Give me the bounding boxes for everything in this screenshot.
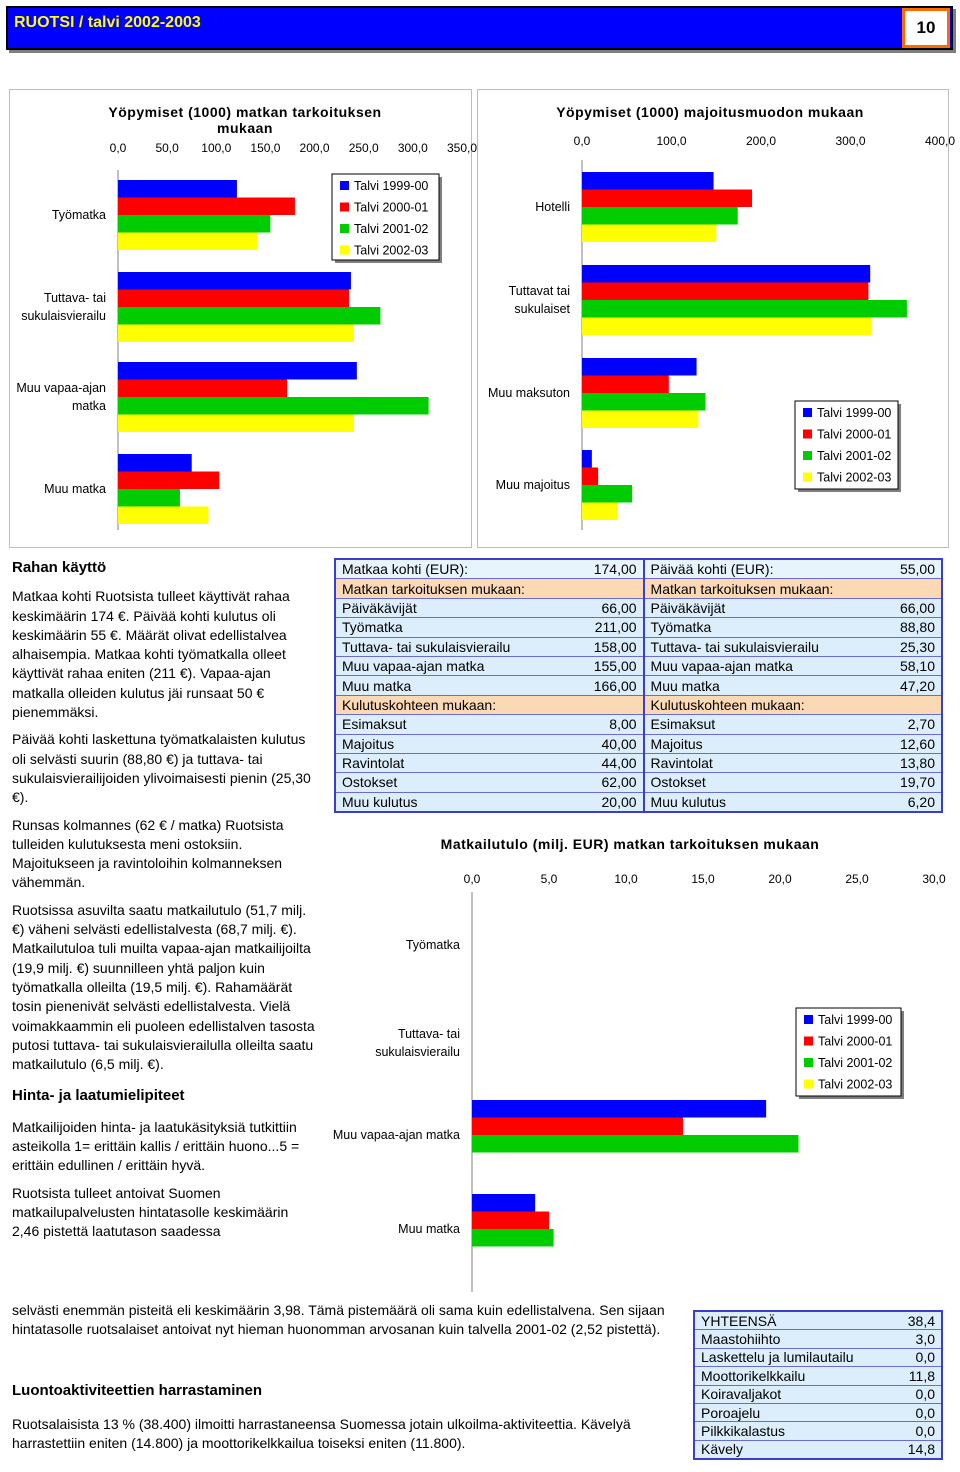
spending-cell: Muu kulutus [644, 792, 880, 812]
category-label: Hotelli [535, 200, 570, 214]
axis-tick-label: 30,0 [922, 872, 946, 886]
legend-swatch [803, 408, 812, 417]
legend-label: Talvi 2001-02 [817, 449, 892, 463]
axis-tick-label: 5,0 [540, 872, 558, 886]
spending-cell: 166,00 [571, 676, 644, 695]
category-label: Tuttavat tai [508, 284, 570, 298]
nature-row [694, 1311, 942, 1330]
nature-row [694, 1385, 942, 1403]
legend-swatch [340, 203, 349, 212]
spending-row [335, 618, 942, 637]
money-text-block [12, 558, 322, 1242]
chart1-title: Yöpymiset (1000) matkan tarkoituksen mukaan [108, 104, 382, 136]
category-label: sukulaisvierailu [21, 309, 106, 323]
spending-cell: Esimaksut [335, 715, 571, 734]
chart2-svg [477, 130, 956, 530]
axis-tick-label: 200,0 [299, 141, 330, 155]
spending-cell: Työmatka [644, 618, 880, 637]
category-label: Muu maksuton [488, 386, 570, 400]
purpose-rows [335, 598, 942, 695]
spending-cell: 44,00 [571, 753, 644, 772]
legend-swatch [803, 430, 812, 439]
nature-heading: Luontoaktiviteettien harrastaminen [12, 1382, 263, 1399]
spending-row [335, 773, 942, 792]
money-paragraph-3: Runsas kolmannes (62 € / matka) Ruotsista tulleiden kulutuksesta meni ostoksiin. Majoitukseen ja ravintoloihin kolmanneksen vähemmän. [12, 816, 284, 891]
bar [472, 1100, 766, 1118]
axis-tick-label: 0,0 [463, 872, 481, 886]
legend-label: Talvi 2001-02 [818, 1056, 893, 1070]
spending-row [335, 676, 942, 695]
spending-table-header [335, 559, 942, 579]
nature-row [694, 1440, 942, 1459]
spending-cell: Työmatka [335, 618, 571, 637]
bar [582, 485, 632, 503]
legend-label: Talvi 1999-00 [817, 406, 892, 420]
nature-value: 11,8 [893, 1367, 942, 1385]
category-label: Muu vapaa-ajan matka [332, 1128, 460, 1142]
price-paragraph-2b: selvästi enemmän pisteitä eli keskimäärin 3,98. Tämä pistemäärä oli sama kuin edellistalvena. Sen sijaan hintatasolle ruotsalaiset antoivat nyt hieman huonomman arvosanan kuin talvella 2001-02 (2,52 pistettä). [12, 1302, 665, 1338]
chart3-title: Matkailutulo (milj. EUR) matkan tarkoituksen mukaan [440, 836, 820, 852]
nature-row [694, 1367, 942, 1385]
spending-cell: Majoitus [644, 734, 880, 753]
bar [582, 450, 592, 468]
nature-row [694, 1422, 942, 1440]
spending-cell: 12,60 [879, 734, 942, 753]
bar [118, 472, 219, 490]
legend-label: Talvi 2002-03 [354, 243, 429, 258]
legend-swatch [804, 1080, 813, 1089]
spending-cell: 25,30 [879, 637, 942, 656]
axis-tick-label: 150,0 [250, 141, 281, 155]
bar [582, 300, 907, 318]
bar [118, 290, 349, 308]
bar [118, 233, 258, 251]
nature-value: 0,0 [893, 1385, 942, 1403]
nature-label: YHTEENSÄ [694, 1311, 893, 1330]
spending-cell: 19,70 [879, 773, 942, 792]
spending-row [335, 753, 942, 772]
spending-row [335, 715, 942, 734]
spending-cell: 47,20 [879, 676, 942, 695]
nature-value: 0,0 [893, 1422, 942, 1440]
bar [118, 307, 380, 325]
bar [582, 172, 714, 190]
bar [118, 415, 354, 433]
nature-value: 38,4 [893, 1311, 942, 1330]
axis-tick-label: 200,0 [745, 134, 777, 148]
axis-tick-label: 400,0 [924, 134, 956, 148]
money-paragraph-4: Ruotsissa asuvilta saatu matkailutulo (51,7 milj. €) väheni selvästi edellistalvesta (68,7 milj. €). Matkailutuloa tuli muilta vapaa-ajan matkailijoilta (19,9 milj. €) suunnilleen yhtä paljon kuin työmatkalla olleilta (19,5 milj. €). Rahamäärät tosin pienenivät selvästi edellistalvesta. Vielä voimakkaammin eli puoleen edellistalven tasosta putosi tuttava- tai sukulaisvierailulla olleilta saatu matkailutulo (6,5 milj. €). [12, 901, 315, 1073]
per-trip-label: Matkaa kohti (EUR): [335, 559, 571, 579]
axis-tick-label: 0,0 [109, 141, 127, 155]
category-label: Muu majoitus [495, 478, 570, 492]
target-subheader-left: Kulutuskohteen mukaan: [335, 695, 644, 714]
price-paragraph-2a: Ruotsista tulleet antoivat Suomen matkailupalvelusten hintatasolle keskimäärin 2,46 pistettä laatutason saadessa [12, 1184, 289, 1240]
axis-tick-label: 300,0 [397, 141, 428, 155]
money-heading: Rahan käyttö [12, 559, 107, 576]
spending-cell: 2,70 [879, 715, 942, 734]
spending-cell: 58,10 [879, 656, 942, 675]
spending-cell: 40,00 [571, 734, 644, 753]
axis-tick-label: 350,0 [446, 141, 478, 155]
spending-cell: Muu kulutus [335, 792, 571, 812]
bar [118, 489, 180, 507]
bar [582, 207, 738, 225]
nature-label: Laskettelu ja lumilautailu [694, 1348, 893, 1366]
bar [582, 318, 871, 336]
nature-table [693, 1310, 943, 1460]
chart3-svg [320, 862, 960, 1302]
spending-cell: Majoitus [335, 734, 571, 753]
page-title: RUOTSI / talvi 2002-2003 [14, 14, 201, 31]
axis-tick-label: 300,0 [835, 134, 866, 148]
bar [582, 225, 716, 243]
axis-tick-label: 25,0 [845, 872, 869, 886]
legend-label: Talvi 2000-01 [354, 200, 429, 215]
bar [118, 272, 351, 290]
spending-cell: Tuttava- tai sukulaisvierailu [644, 637, 880, 656]
purpose-subheader-left: Matkan tarkoituksen mukaan: [335, 579, 644, 598]
spending-cell: 158,00 [571, 637, 644, 656]
bar [582, 190, 752, 208]
spending-row [335, 792, 942, 812]
spending-row [335, 734, 942, 753]
spending-cell: 66,00 [879, 598, 942, 617]
legend-label: Talvi 2001-02 [354, 222, 429, 236]
legend-swatch [340, 224, 349, 233]
nature-value: 0,0 [893, 1348, 942, 1366]
spending-cell: Päiväkävijät [335, 598, 571, 617]
axis-tick-label: 100,0 [201, 141, 232, 155]
target-rows [335, 715, 942, 812]
category-label: Muu matka [398, 1222, 460, 1236]
spending-cell: 8,00 [571, 715, 644, 734]
bar [118, 362, 357, 380]
category-label: Muu vapaa-ajan [16, 381, 106, 395]
bar [118, 380, 287, 398]
per-day-value: 55,00 [879, 559, 942, 579]
nature-value: 3,0 [893, 1330, 942, 1348]
nature-label: Maastohiihto [694, 1330, 893, 1348]
spending-cell: 20,00 [571, 792, 644, 812]
nature-label: Kävely [694, 1440, 893, 1459]
per-day-label: Päivää kohti (EUR): [644, 559, 880, 579]
spending-cell: Esimaksut [644, 715, 880, 734]
bar [582, 283, 868, 301]
nature-row [694, 1403, 942, 1421]
axis-tick-label: 0,0 [573, 134, 591, 148]
legend-label: Talvi 2000-01 [817, 427, 892, 442]
spending-subheader [335, 695, 942, 714]
target-subheader-right: Kulutuskohteen mukaan: [644, 695, 942, 714]
axis-tick-label: 50,0 [155, 141, 179, 155]
bar [118, 507, 208, 525]
category-label: Työmatka [51, 208, 106, 222]
spending-cell: 211,00 [571, 618, 644, 637]
money-paragraph-2: Päivää kohti laskettuna työmatkalaisten kulutus oli selvästi suurin (88,80 €) ja tuttava- tai sukulaisvierailijoiden ylivoimaisesti pienin (25,30 €). [12, 731, 311, 806]
spending-cell: Muu vapaa-ajan matka [335, 656, 571, 675]
page-number: 10 [902, 8, 950, 48]
spending-cell: Muu vapaa-ajan matka [644, 656, 880, 675]
spending-cell: 88,80 [879, 618, 942, 637]
legend-swatch [803, 451, 812, 460]
spending-cell: Päiväkävijät [644, 598, 880, 617]
spending-cell: Muu matka [644, 676, 880, 695]
legend-swatch [804, 1015, 813, 1024]
category-label: sukulaisvierailu [375, 1045, 460, 1059]
price-heading: Hinta- ja laatumielipiteet [12, 1087, 185, 1105]
category-label: matka [71, 399, 106, 413]
bar [472, 1212, 549, 1230]
spending-cell: 13,80 [879, 753, 942, 772]
axis-tick-label: 20,0 [768, 872, 792, 886]
bar [472, 1135, 798, 1153]
bar [582, 265, 870, 283]
legend-label: Talvi 1999-00 [818, 1013, 893, 1027]
bar [472, 1229, 554, 1247]
spending-cell: Ravintolat [644, 753, 880, 772]
legend-swatch [804, 1058, 813, 1067]
nature-row [694, 1330, 942, 1348]
category-label: Työmatka [405, 938, 460, 952]
axis-tick-label: 100,0 [656, 134, 687, 148]
category-label: Muu matka [44, 482, 106, 496]
spending-cell: 62,00 [571, 773, 644, 792]
bar [582, 411, 698, 429]
nature-label: Poroajelu [694, 1403, 893, 1421]
bar [582, 393, 706, 411]
category-label: sukulaiset [514, 302, 570, 316]
legend-swatch [340, 246, 349, 255]
purpose-subheader-right: Matkan tarkoituksen mukaan: [644, 579, 942, 598]
nature-paragraph: Ruotsalaisista 13 % (38.400) ilmoitti harrastaneensa Suomessa jotain ulkoilma-aktiviteettia. Kävelyä harrastettiin eniten (14.800) ja moottorikelkkailua toiseksi eniten (11.800). [12, 1416, 631, 1452]
bar [118, 180, 237, 198]
bar [118, 454, 192, 472]
nature-value: 14,8 [893, 1440, 942, 1459]
legend-swatch [803, 473, 812, 482]
axis-tick-label: 250,0 [348, 141, 379, 155]
bar [118, 215, 270, 233]
nature-label: Koiravaljakot [694, 1385, 893, 1403]
axis-tick-label: 15,0 [691, 872, 715, 886]
spending-row [335, 598, 942, 617]
bar [118, 397, 429, 415]
bar [582, 376, 669, 394]
spending-cell: Tuttava- tai sukulaisvierailu [335, 637, 571, 656]
spending-cell: 155,00 [571, 656, 644, 675]
spending-cell: Ostokset [644, 773, 880, 792]
bar [582, 503, 618, 521]
category-label: Tuttava- tai [43, 291, 106, 305]
price-paragraph-1: Matkailijoiden hinta- ja laatukäsityksiä tutkittiin asteikolla 1= erittäin kallis / erittäin huono...5 = erittäin edullinen / erittäin hyvä. [12, 1118, 300, 1174]
nature-row [694, 1348, 942, 1366]
axis-tick-label: 10,0 [614, 872, 638, 886]
bar [118, 325, 354, 343]
spending-row [335, 637, 942, 656]
chart2-title: Yöpymiset (1000) majoitusmuodon mukaan [556, 104, 864, 120]
legend-swatch [340, 181, 349, 190]
legend-swatch [804, 1037, 813, 1046]
money-paragraph-1: Matkaa kohti Ruotsista tulleet käyttivät rahaa keskimäärin 174 €. Päivää kohti kulutus oli keskimäärin 55 €. Määrät olivat edellistalvea alhaisempia. Matkaa kohti työmatkalla olleet käyttivät rahaa eniten (211 €). Vapaa-ajan matkalla olleiden kulutus jäi runsaat 50 € pienemmäksi. [12, 588, 290, 721]
spending-subheader [335, 579, 942, 598]
spending-cell: 6,20 [879, 792, 942, 812]
nature-label: Pilkkikalastus [694, 1422, 893, 1440]
per-trip-value: 174,00 [571, 559, 644, 579]
nature-label: Moottorikelkkailu [694, 1367, 893, 1385]
nature-value: 0,0 [893, 1403, 942, 1421]
chart1-svg [0, 130, 478, 530]
category-label: Tuttava- tai [397, 1027, 460, 1041]
legend-label: Talvi 2002-03 [818, 1077, 893, 1092]
spending-cell: 66,00 [571, 598, 644, 617]
legend-label: Talvi 2002-03 [817, 470, 892, 485]
bar [472, 1118, 683, 1136]
bar [582, 358, 697, 376]
nature-rows [694, 1311, 942, 1459]
bar [472, 1194, 535, 1212]
legend-label: Talvi 2000-01 [818, 1034, 893, 1049]
spending-row [335, 656, 942, 675]
spending-cell: Ostokset [335, 773, 571, 792]
spending-cell: Muu matka [335, 676, 571, 695]
bar [118, 198, 295, 216]
spending-cell: Ravintolat [335, 753, 571, 772]
legend-label: Talvi 1999-00 [354, 179, 429, 193]
bar [582, 468, 598, 486]
spending-table [334, 558, 943, 813]
